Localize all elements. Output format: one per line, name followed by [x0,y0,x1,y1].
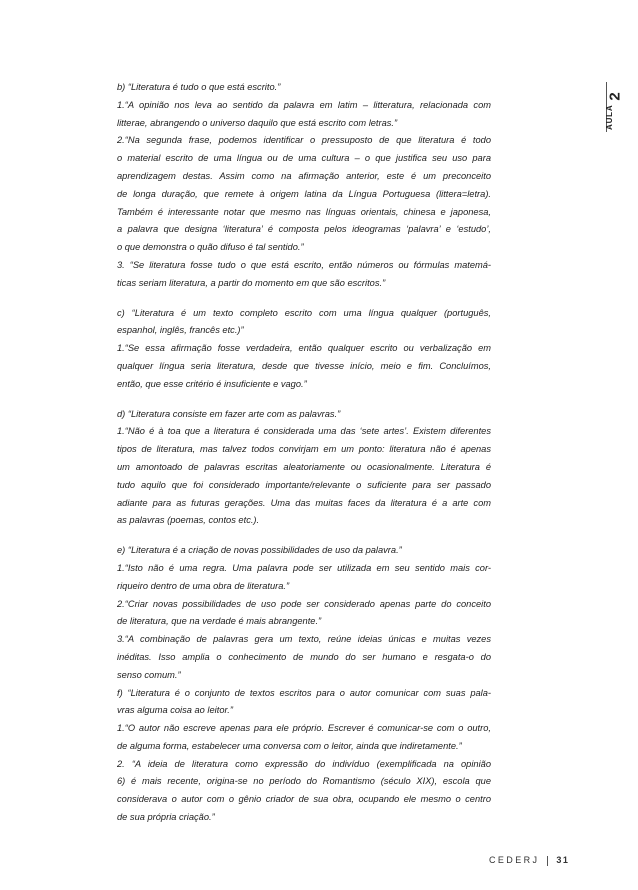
text-line: de sua própria criação.” [117,812,215,823]
text-line: e) “Literatura é a criação de novas possibilidades de uso da palavra.” [117,545,402,556]
text-line: 2.“Na segunda frase, podemos identificar o pressuposto de que literatura é todo [117,135,491,146]
text-line: de literatura, que na verdade é mais abrangente.” [117,616,322,627]
text-line: de longa duração, que remete à origem latina da Língua Portuguesa (littera=letra). [117,188,491,199]
text-line: então, que esse critério é insuficiente e vago.” [117,378,307,389]
text-line: 1.“Não é à toa que a literatura é considerada uma das ‘sete artes’. Existem diferentes [117,426,491,437]
chapter-label: AULA [605,104,614,130]
text-block [117,406,491,531]
text-line: f) “Literatura é o conjunto de textos escritos para o autor comunicar com suas pala- [117,687,491,698]
text-line: senso comum.” [117,669,181,680]
text-line: vras alguma coisa ao leitor.” [117,705,233,716]
text-line: 1.“Se essa afirmação fosse verdadeira, então qualquer escrito ou verbalização em [117,343,491,354]
text-line: 1.“Isto não é uma regra. Uma palavra pode ser utilizada em seu sentido mais cor- [117,562,491,573]
text-line: litterae, abrangendo o universo daquilo que está escrito com letras.” [117,117,398,128]
text-line: 1.“A opinião nos leva ao sentido da palavra em latim – litteratura, relacionada com [117,99,491,110]
text-line: 2.“Criar novas possibilidades de uso pode ser considerado apenas parte do conceito [117,598,491,609]
text-line: riqueiro dentro de uma obra de literatura.” [117,580,290,591]
text-line: ticas seriam literatura, a partir do momento em que são escritos.” [117,277,386,288]
text-line: 3. “Se literatura fosse tudo o que está escrito, então números ou fórmulas matemá- [117,259,491,270]
chapter-tab [603,82,625,140]
text-line: 2. “A ideia de literatura como expressão do indivíduo (exemplificada na opinião [117,758,491,769]
text-line: o que demonstra o quão difuso é tal sentido.” [117,242,304,253]
page-footer [489,855,599,869]
text-line: as palavras (poemas, contos etc.). [117,515,260,526]
text-block [117,542,491,827]
text-line: espanhol, inglês, francês etc.)” [117,325,244,336]
text-line: adiante para as futuras gerações. Uma das muitas faces da literatura é a arte com [117,497,491,508]
text-line: 1.“O autor não escreve apenas para ele próprio. Escrever é comunicar-se com o outro, [117,723,491,734]
text-line: tipos de literatura, mas talvez todos convirjam em um ponto: literatura não é apenas [117,444,491,455]
text-line: um amontoado de palavras escritas aleatoriamente ou ocasionalmente. Literatura é [117,461,491,472]
publisher-name: CEDERJ [489,855,540,865]
text-line: Também é interessante notar que mesmo nas línguas orientais, chinesa e japonesa, [117,206,491,217]
text-line: inéditas. Isso amplia o conhecimento de mundo do ser humano e resgata-o do [117,651,491,662]
text-block [117,305,491,394]
text-line: c) “Literatura é um texto completo escrito com uma língua qualquer (português, [117,307,491,318]
text-line: considerava o autor com o gênio criador de sua obra, ocupando ele mesmo o centro [117,794,491,805]
chapter-number: 2 [606,92,624,101]
text-line: b) “Literatura é tudo o que está escrito.” [117,82,281,92]
text-line: d) “Literatura consiste em fazer arte com as palavras.” [117,408,341,419]
page-number: 31 [556,855,570,865]
text-line: tudo aquilo que foi considerado importante/relevante o suficiente para ser passado [117,479,491,490]
text-block [117,79,491,293]
text-line: de alguma forma, estabelecer uma conversa com o leitor, ainda que indiretamente.” [117,740,462,751]
text-line: qualquer língua seria literatura, desde que tivesse início, meio e fim. Concluímos, [117,360,491,371]
page-body [117,79,491,839]
text-line: 3.“A combinação de palavras gera um texto, reúne ideias únicas e muitas vezes [117,634,491,645]
text-line: o material escrito de uma língua ou de uma cultura – o que justifica seu uso para [117,153,491,164]
footer-divider [547,856,548,866]
text-line: a palavra que designa ‘literatura’ é composta pelos ideogramas ‘palavra’ e ‘estudo’, [117,224,491,235]
text-line: 6) é mais recente, origina-se no período do Romantismo (século XIX), escola que [117,776,491,787]
text-line: aprendizagem destas. Assim como na afirmação anterior, este é um preconceito [117,170,491,181]
